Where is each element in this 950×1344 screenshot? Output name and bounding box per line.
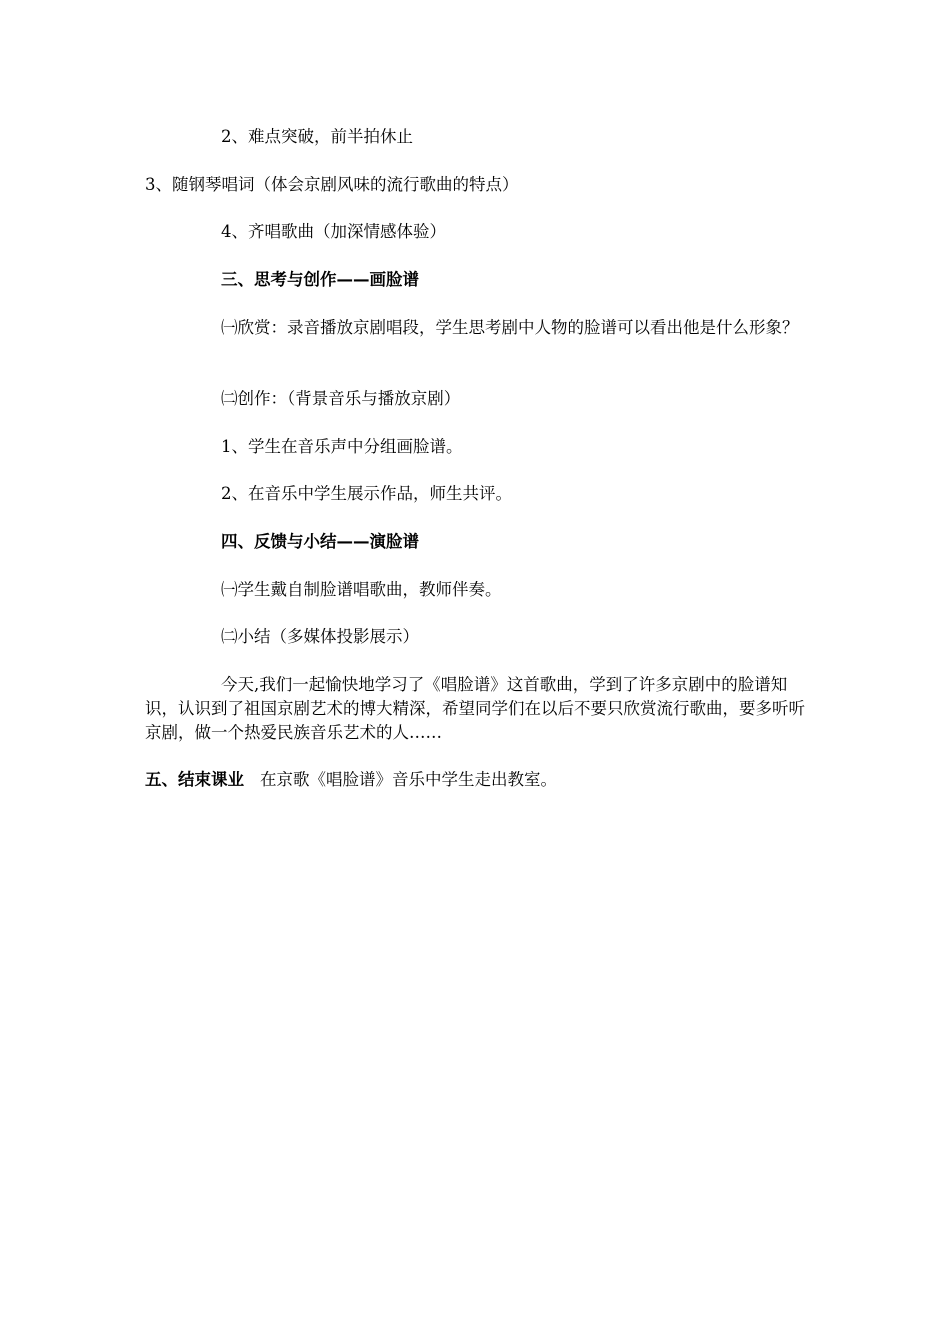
ending-text: 在京歌《唱脸谱》音乐中学生走出教室。 [260,770,557,789]
step-unison-singing: 4、齐唱歌曲（加深情感体验） [221,222,446,241]
closing-speech-paragraph: 今天,我们一起愉快地学习了《唱脸谱》这首歌曲，学到了许多京剧中的脸谱知识，认识到了祖国京剧艺术的博大精深，希望同学们在以后不要只欣赏流行歌曲，要多听听京剧，做一个热爱民族音乐艺术的人…… [145,675,805,742]
summary-paragraph: ㈡小结（多媒体投影展示） [221,627,419,646]
section-heading-3: 三、思考与创作——画脸谱 [221,270,419,289]
section-heading-5-line [145,768,810,792]
appreciation-paragraph: ㈠欣赏：录音播放京剧唱段，学生思考剧中人物的脸谱可以看出他是什么形象？ [221,318,799,337]
section-heading-5: 五、结束课业 [145,770,244,789]
section-heading-4: 四、反馈与小结——演脸谱 [221,532,419,551]
step-difficulty: 2、难点突破，前半拍休止 [221,127,413,146]
creation-paragraph: ㈡创作：（背景音乐与播放京剧） [221,389,461,408]
step-draw-masks: 1、学生在音乐声中分组画脸谱。 [221,437,463,456]
masks-singing-paragraph: ㈠学生戴自制脸谱唱歌曲，教师伴奏。 [221,580,502,599]
step-sing-with-piano: 3、随钢琴唱词（体会京剧风味的流行歌曲的特点） [145,175,519,194]
step-show-works: 2、在音乐中学生展示作品，师生共评。 [221,484,512,503]
